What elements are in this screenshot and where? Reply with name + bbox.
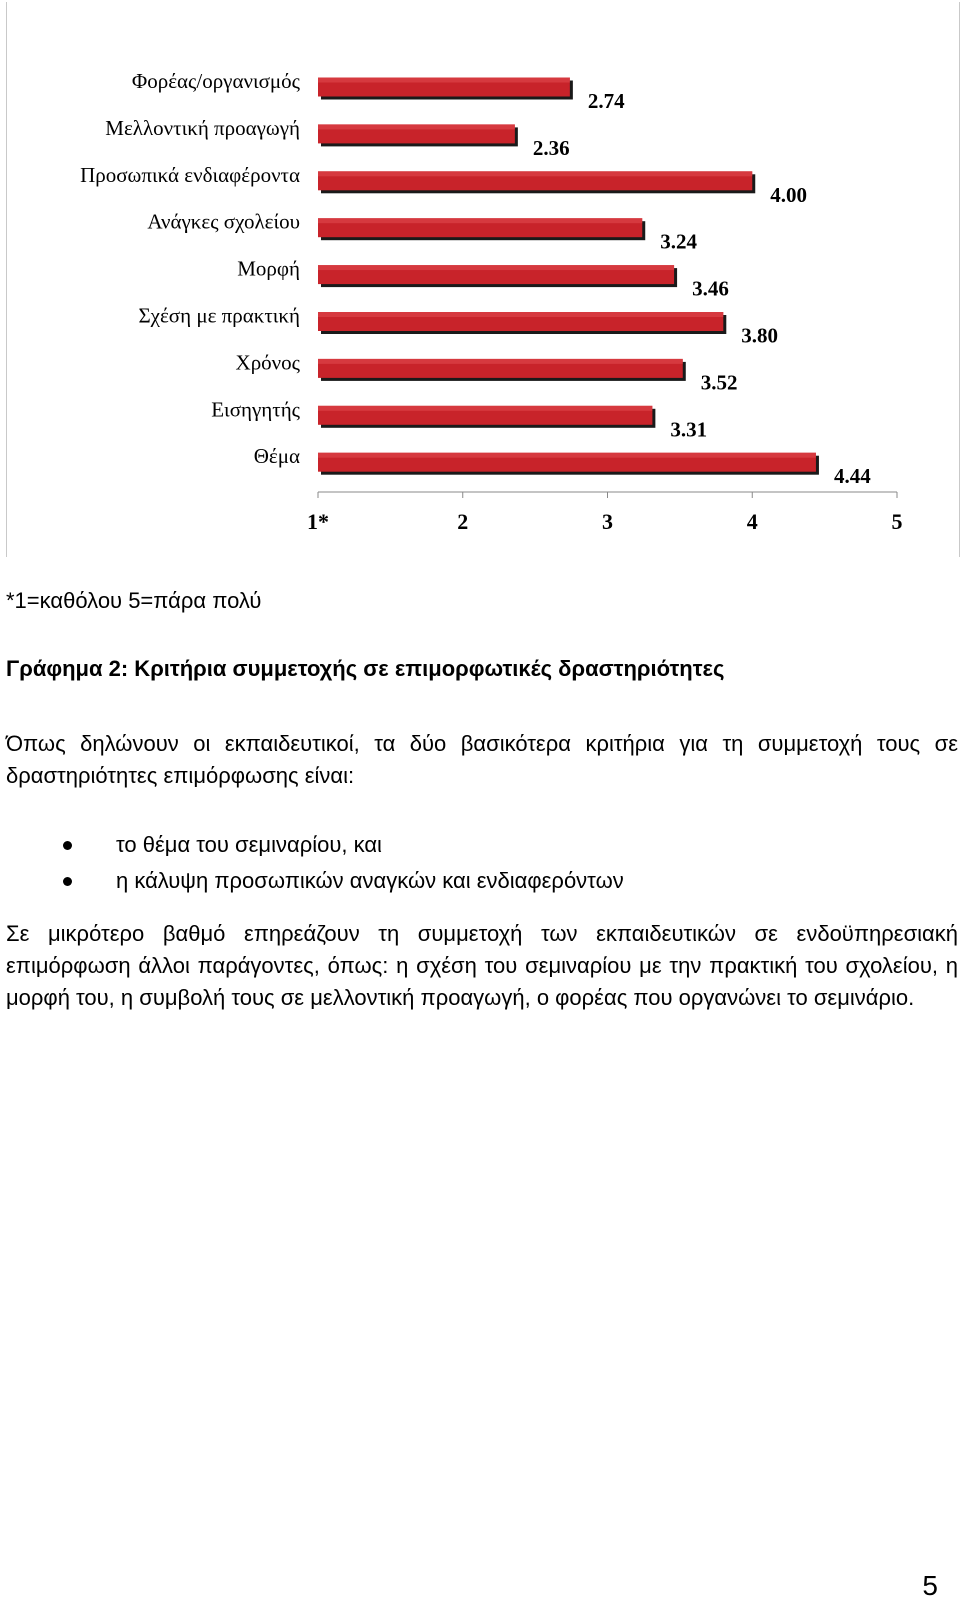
- bar-highlight: [318, 218, 642, 223]
- paragraph-intro: Όπως δηλώνουν οι εκπαιδευτικοί, τα δύο βασικότερα κριτήρια για τη συμμετοχή τους σε δραστηριότητες επιμόρφωσης είναι:: [6, 731, 958, 788]
- bullet-item: [6, 829, 624, 865]
- x-tick-label: 2: [457, 509, 469, 534]
- value-label: 3.80: [741, 323, 779, 348]
- x-tick-label: 4: [746, 509, 758, 534]
- chart-caption: Γράφημα 2: Κριτήρια συμμετοχής σε επιμορφωτικές δραστηριότητες: [6, 656, 725, 681]
- bullet-item: [6, 865, 624, 901]
- value-label: 3.24: [660, 229, 697, 254]
- bar-highlight: [318, 265, 674, 270]
- bullet-dot-icon: [63, 877, 72, 886]
- category-label: Μελλοντική προαγωγή: [105, 115, 300, 140]
- bar-highlight: [318, 406, 652, 411]
- category-label: Φορέας/οργανισμός: [131, 69, 300, 93]
- x-tick-label: 5: [891, 509, 903, 534]
- bar-chart: [0, 0, 960, 560]
- bar-highlight: [318, 171, 752, 176]
- bullet-text: η κάλυψη προσωπικών αναγκών και ενδιαφερόντων: [116, 868, 624, 893]
- value-label: 3.46: [692, 276, 729, 301]
- category-label: Σχέση με πρακτική: [138, 303, 300, 328]
- category-label: Θέμα: [253, 444, 300, 469]
- bar-highlight: [318, 312, 723, 317]
- bar-highlight: [318, 124, 515, 129]
- page-number: 5: [922, 1570, 938, 1601]
- value-label: 3.52: [700, 370, 738, 395]
- bar-highlight: [318, 453, 816, 458]
- value-label: 2.36: [532, 135, 570, 160]
- category-label: Προσωπικά ενδιαφέροντα: [80, 162, 300, 187]
- value-label: 4.44: [833, 464, 871, 489]
- bullet-list: [6, 829, 624, 901]
- bar-highlight: [318, 78, 570, 83]
- category-label: Χρόνος: [235, 350, 300, 375]
- bar-highlight: [318, 359, 683, 364]
- category-label: Μορφή: [237, 256, 300, 281]
- category-label: Εισηγητής: [211, 397, 300, 422]
- x-tick-label: 1*: [307, 509, 329, 534]
- category-label: Ανάγκες σχολείου: [147, 209, 300, 234]
- x-tick-label: 3: [602, 509, 613, 534]
- scale-note: *1=καθόλου 5=πάρα πολύ: [6, 588, 262, 613]
- value-label: 3.31: [670, 417, 708, 442]
- value-label: 2.74: [587, 89, 625, 113]
- bullet-text: το θέμα του σεμιναρίου, και: [116, 832, 382, 857]
- paragraph-secondary: Σε μικρότερο βαθμό επηρεάζουν τη συμμετοχή των εκπαιδευτικών σε ενδοϋπηρεσιακή επιμόρφωση άλλοι παράγοντες, όπως: η σχέση του σεμιναρίου με την πρακτική του σχολείου, η μορφή του, η συμβολή τους σε μελλοντική προαγωγή, ο φορέας που οργανώνει το σεμινάριο.: [6, 921, 958, 1010]
- bullet-dot-icon: [63, 841, 72, 850]
- value-label: 4.00: [770, 182, 807, 207]
